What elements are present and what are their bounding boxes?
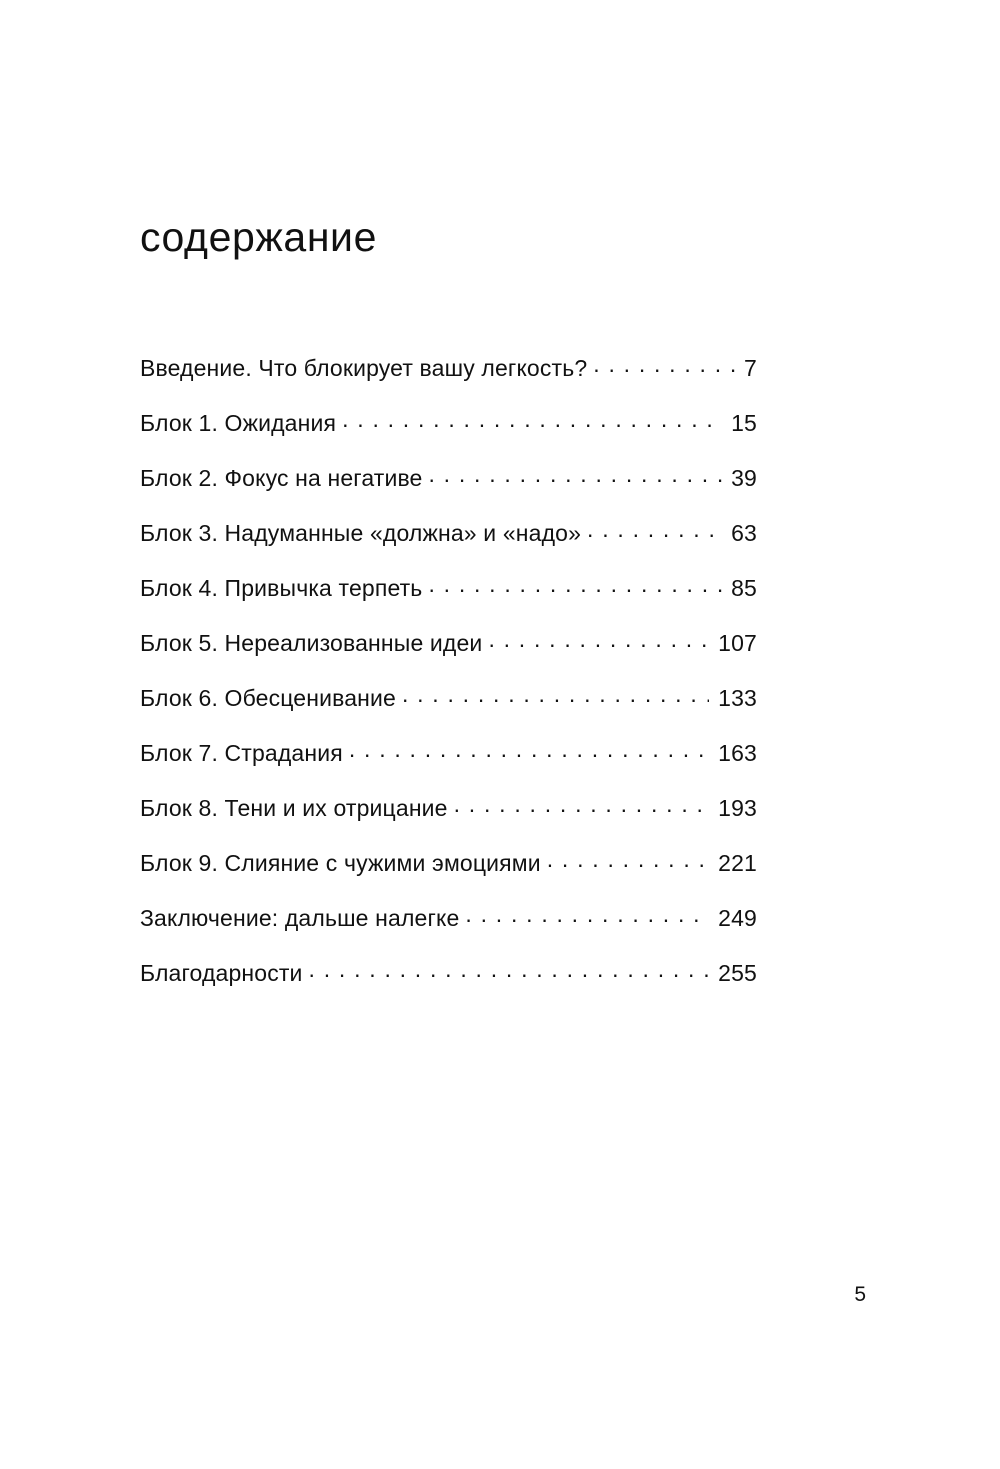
- folio-page-number: 5: [854, 1283, 866, 1306]
- toc-dot-leader: [402, 682, 709, 706]
- toc-entry[interactable]: [140, 847, 757, 902]
- toc-entry[interactable]: [140, 792, 757, 847]
- toc-dot-leader: [309, 957, 710, 981]
- toc-dot-leader: [349, 737, 709, 761]
- toc-entry[interactable]: [140, 407, 757, 462]
- toc-entry-label: Блок 9. Слияние с чужими эмоциями: [140, 850, 541, 876]
- toc-entry-page-number: 39: [731, 465, 757, 491]
- toc-entry-page-number: 163: [718, 740, 757, 766]
- toc-entry-page-number: 193: [718, 795, 757, 821]
- toc-dot-leader: [587, 517, 722, 541]
- toc-entry-label: Блок 7. Страдания: [140, 740, 343, 766]
- toc-dot-leader: [465, 902, 709, 926]
- toc-entry-page-number: 63: [731, 520, 757, 546]
- toc-entry[interactable]: [140, 517, 757, 572]
- toc-dot-leader: [429, 462, 723, 486]
- toc-entry[interactable]: [140, 572, 757, 627]
- toc-entry-page-number: 7: [744, 355, 757, 381]
- toc-entry-label: Блок 3. Надуманные «должна» и «надо»: [140, 520, 582, 546]
- toc-entry[interactable]: [140, 737, 757, 792]
- toc-entry-label: Введение. Что блокирует вашу легкость?: [140, 355, 588, 381]
- toc-entry-page-number: 221: [718, 850, 757, 876]
- toc-entry[interactable]: [140, 627, 757, 682]
- toc-entry-label: Блок 8. Тени и их отрицание: [140, 795, 448, 821]
- toc-dot-leader: [428, 572, 722, 596]
- toc-dot-leader: [547, 847, 709, 871]
- toc-entry[interactable]: [140, 462, 757, 517]
- toc-dot-leader: [454, 792, 710, 816]
- toc-entry[interactable]: [140, 682, 757, 737]
- toc-entry-page-number: 107: [718, 630, 757, 656]
- toc-entry-label: Блок 2. Фокус на негативе: [140, 465, 423, 491]
- table-of-contents-list: [140, 352, 757, 1012]
- toc-dot-leader: [593, 352, 735, 376]
- toc-entry-label: Блок 5. Нереализованные идеи: [140, 630, 483, 656]
- toc-dot-leader: [342, 407, 722, 431]
- toc-entry-page-number: 85: [731, 575, 757, 601]
- toc-entry-label: Благодарности: [140, 960, 303, 986]
- toc-entry[interactable]: [140, 957, 757, 1012]
- toc-dot-leader: [488, 627, 709, 651]
- toc-entry[interactable]: [140, 902, 757, 957]
- toc-entry-page-number: 133: [718, 685, 757, 711]
- toc-entry[interactable]: [140, 352, 757, 407]
- page-title: содержание: [140, 214, 377, 261]
- toc-entry-page-number: 15: [731, 410, 757, 436]
- toc-entry-page-number: 249: [718, 905, 757, 931]
- toc-entry-label: Блок 4. Привычка терпеть: [140, 575, 423, 601]
- toc-entry-label: Блок 1. Ожидания: [140, 410, 337, 436]
- toc-entry-label: Блок 6. Обесценивание: [140, 685, 396, 711]
- toc-entry-label: Заключение: дальше налегке: [140, 905, 460, 931]
- toc-entry-page-number: 255: [718, 960, 757, 986]
